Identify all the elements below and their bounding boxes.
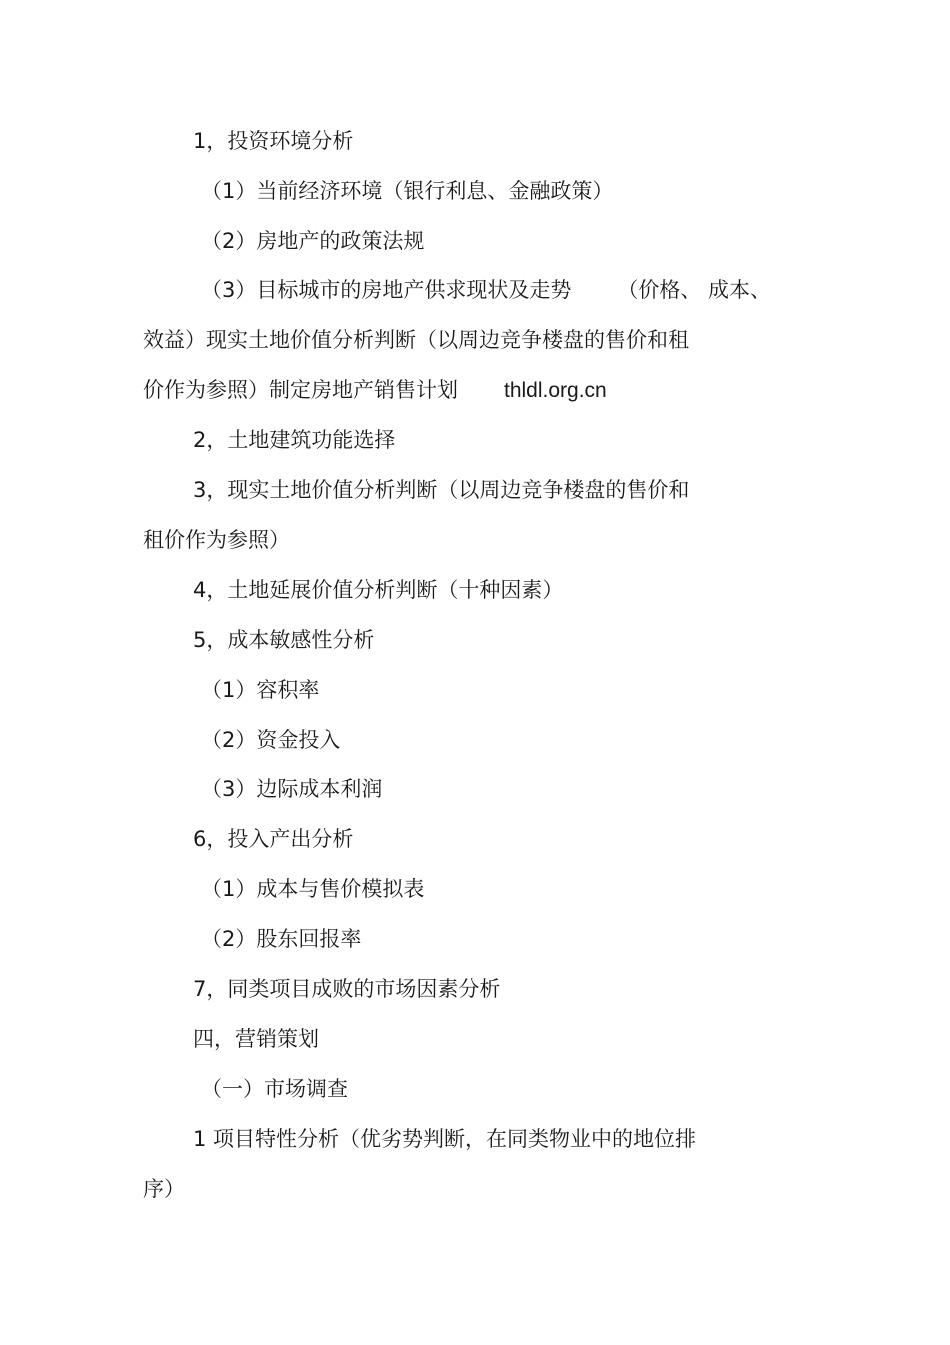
item-economic-environment: （1）当前经济环境（银行利息、金融政策） xyxy=(201,179,614,203)
item-marginal-cost-profit: （3）边际成本利润 xyxy=(201,777,383,801)
item-supply-demand-paren: （价格、 成本、 xyxy=(617,278,772,302)
item-supply-demand-line2: 效益）现实土地价值分析判断（以周边竞争楼盘的售价和租 xyxy=(143,328,689,352)
item-market-survey: （一）市场调查 xyxy=(201,1077,348,1101)
item-supply-demand-line1 xyxy=(201,276,771,304)
watermark-url: thldl.org.cn xyxy=(504,379,607,402)
heading-marketing-plan: 四，营销策划 xyxy=(193,1027,319,1051)
item-policy-regulations: （2）房地产的政策法规 xyxy=(201,229,425,253)
item-shareholder-return: （2）股东回报率 xyxy=(201,927,362,951)
item-cost-price-simulation: （1）成本与售价模拟表 xyxy=(201,877,425,901)
item-supply-demand-text: （3）目标城市的房地产供求现状及走势 xyxy=(201,278,572,302)
heading-project-features-line1: 1 项目特性分析（优劣势判断，在同类物业中的地位排 xyxy=(193,1127,697,1151)
heading-building-function: 2，土地建筑功能选择 xyxy=(193,428,396,452)
item-supply-demand-line3 xyxy=(143,376,607,405)
heading-land-value-line2: 租价作为参照） xyxy=(143,528,290,552)
heading-cost-sensitivity: 5，成本敏感性分析 xyxy=(193,628,375,652)
item-plot-ratio: （1）容积率 xyxy=(201,678,320,702)
item-supply-demand-line3-text: 价作为参照）制定房地产销售计划 xyxy=(143,378,458,402)
item-capital-input: （2）资金投入 xyxy=(201,728,341,752)
heading-investment-environment: 1，投资环境分析 xyxy=(193,129,354,153)
heading-land-value-line1: 3，现实土地价值分析判断（以周边竞争楼盘的售价和 xyxy=(193,478,690,502)
heading-land-extension-value: 4，土地延展价值分析判断（十种因素） xyxy=(193,578,564,602)
heading-similar-projects: 7，同类项目成败的市场因素分析 xyxy=(193,977,501,1001)
heading-project-features-line2: 序） xyxy=(143,1177,185,1201)
heading-input-output: 6，投入产出分析 xyxy=(193,827,354,851)
